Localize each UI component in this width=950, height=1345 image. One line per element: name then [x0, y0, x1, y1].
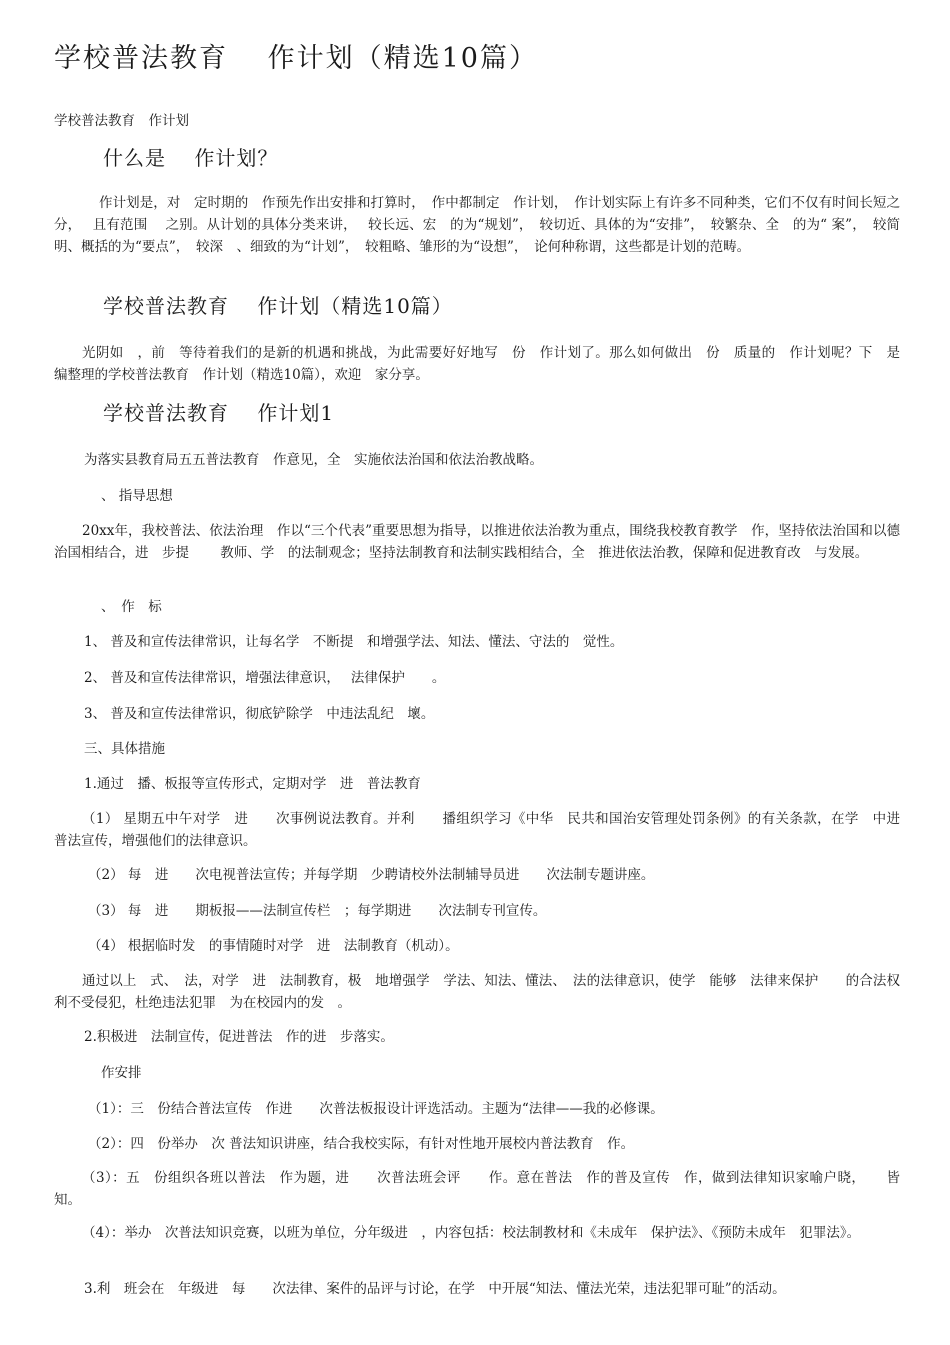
- heading-main: 学校普法教育 作计划（精选10篇）: [103, 294, 453, 318]
- paragraph-purpose: 为落实县教育局五五普法教育 作意见，全 实施依法治国和依法治教战略。: [84, 452, 543, 468]
- heading-what-is-plan: 什么是 作计划？: [103, 146, 279, 170]
- arrangement-item-4: （4）：举办 次普法知识竞赛，以班为单位，分年级进 ，内容包括：校法制教材和《未成年 保护法》、《预防未成年 犯罪法》。: [82, 1225, 861, 1241]
- goal-item-3: 3、 普及和宣传法律常识，彻底铲除学 中违法乱纪 壞。: [84, 706, 435, 722]
- paragraph-definition: 作计划是，对 定时期的 作预先作出安排和打算时， 作中都制定 作计划， 作计划实际上有许多不同种类，它们不仅有时间长短之分， 且有范围 之别。从计划的具体分类来讲， 较长远、宏 的为“规划”， 较切近、具体的为“安排”， 较繁杂、全 的为“ 案”， 较简明、概括的为“要点”， 较深 、细致的为“计划”， 较粗略、雏形的为“设想”， 论何种称谓，这些都是计划的范畴。: [54, 195, 900, 255]
- goal-item-1: 1、 普及和宣传法律常识，让每名学 不断提 和增强学法、知法、懂法、守法的 觉性。: [84, 634, 624, 650]
- paragraph-intro: 光阴如 ，前 等待着我们的是新的机遇和挑战，为此需要好好地写 份 作计划了。那么如何做出 份 质量的 作计划呢？下 是 编整理的学校普法教育 作计划（精选10篇），欢迎 家分享。: [54, 345, 914, 383]
- measure-1-item-2: （2） 每 进 次电视普法宣传；并每学期 少聘请校外法制辅导员进 次法制专题讲座。: [88, 867, 655, 883]
- measure-1-item-3: （3） 每 进 期板报——法制宣传栏 ；每学期进 次法制专刊宣传。: [88, 903, 547, 919]
- arrangement-item-2: （2）：四 份举办 次 普法知识讲座，结合我校实际，有针对性地开展校内普法教育 作。: [88, 1136, 635, 1152]
- document-title: 学校普法教育 作计划（精选10篇）: [54, 43, 538, 74]
- measure-1-item-4: （4） 根据临时发 的事情随时对学 进 法制教育（机动）。: [88, 938, 459, 954]
- measure-1-item-1: （1） 星期五中午对学 进 次事例说法教育。并利 播组织学习《中华 民共和国治安管理处罚条例》的有关条款，在学 中进 普法宣传，增强他们的法律意识。: [54, 811, 914, 849]
- document-subtitle: 学校普法教育 作计划: [54, 113, 189, 129]
- paragraph-guiding-ideology: 20xx年，我校普法、依法治理 作以“三个代表”重要思想为指导，以推进依法治教为重点，围绕我校教育教学 作，坚持依法治国和以德治国相结合，进 步提 教师、学 的法制观念；坚持法制教育和法制实践相结合，全 推进依法治教，保障和促进教育改 与发展。: [54, 523, 900, 561]
- section-heading-measures: 三、具体措施: [84, 741, 165, 757]
- heading-plan-1: 学校普法教育 作计划1: [103, 401, 335, 425]
- measure-1-summary: 通过以上 式、 法，对学 进 法制教育，极 地增强学 学法、知法、懂法、 法的法律意识，使学 能够 法律来保护 的合法权利不受侵犯，杜绝违法犯罪 为在校园内的发 。: [54, 973, 900, 1011]
- measure-2: 2.积极进 法制宣传，促进普法 作的进 步落实。: [84, 1029, 394, 1045]
- section-heading-goals: 、 作 标: [101, 599, 162, 615]
- arrangement-heading: 作安排: [101, 1065, 142, 1081]
- arrangement-item-3: （3）：五 份组织各班以普法 作为题，进 次普法班会评 作。意在普法 作的普及宣传 作，做到法律知识家喻户晓， 皆知。: [54, 1170, 900, 1208]
- arrangement-item-1: （1）：三 份结合普法宣传 作进 次普法板报设计评选活动。主题为“法律——我的必修课。: [88, 1101, 664, 1117]
- measure-1: 1.通过 播、板报等宣传形式，定期对学 进 普法教育: [84, 776, 421, 792]
- measure-3: 3.利 班会在 年级进 每 次法律、案件的品评与讨论，在学 中开展“知法、懂法光荣，违法犯罪可耻”的活动。: [84, 1281, 786, 1297]
- goal-item-2: 2、 普及和宣传法律常识，增强法律意识， 法律保护 。: [84, 670, 446, 686]
- section-heading-guiding-ideology: 、 指导思想: [101, 488, 173, 504]
